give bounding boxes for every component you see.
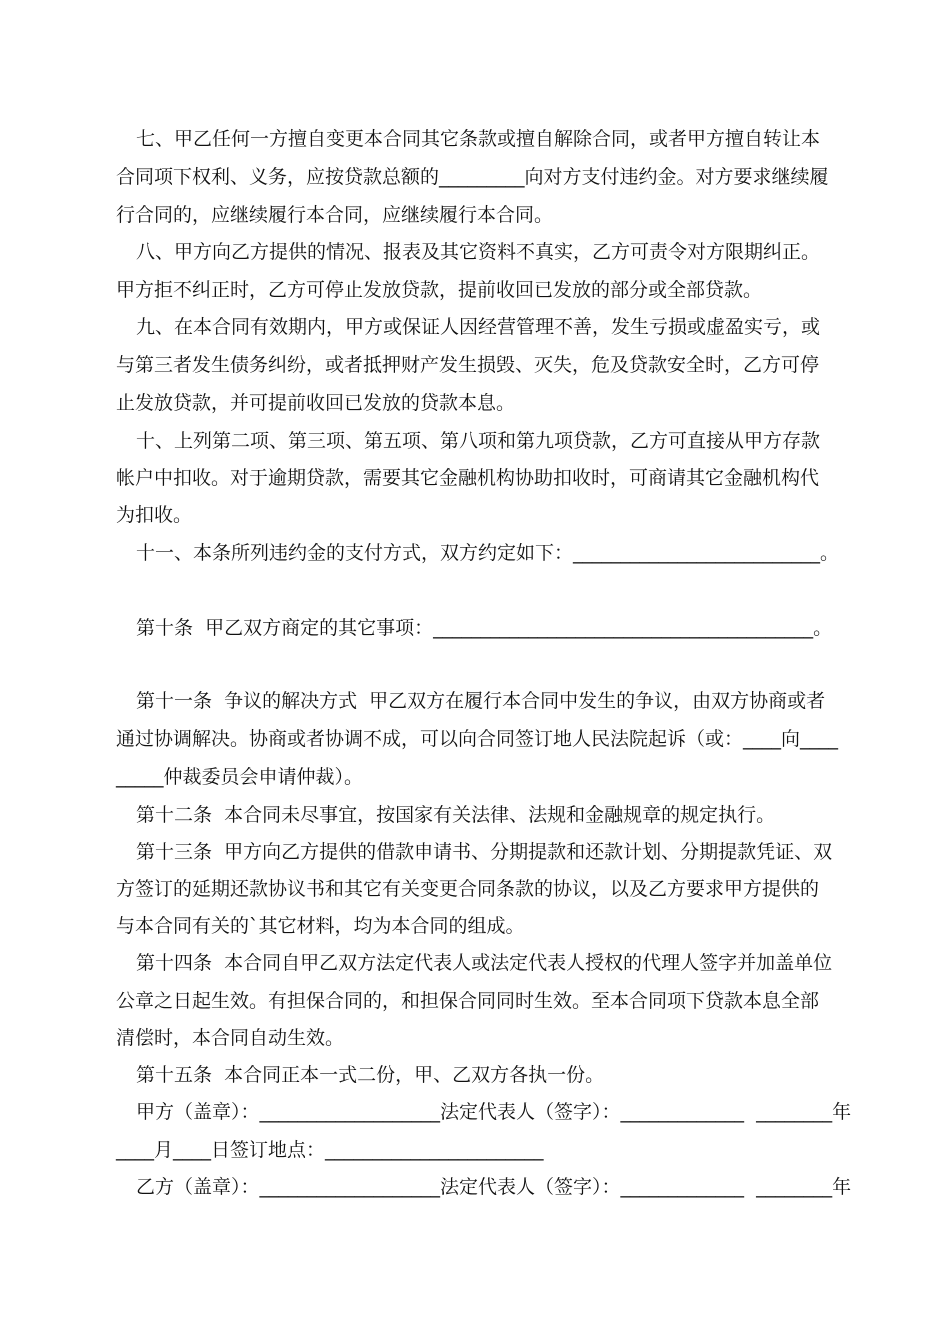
article-14-line-3: 清偿时，本合同自动生效。	[116, 1027, 345, 1049]
party-a-date-place-line: ____月____日签订地点：_______________________	[116, 1139, 544, 1161]
article-10-line: 第十条 甲乙双方商定的其它事项：________________________________________。	[136, 617, 833, 639]
article-11-line-3: _____仲裁委员会申请仲裁）。	[116, 766, 364, 788]
article-12-line: 第十二条 本合同未尽事宜，按国家有关法律、法规和金融规章的规定执行。	[136, 804, 776, 826]
article-13-line-3: 与本合同有关的`其它材料，均为本合同的组成。	[116, 915, 525, 937]
clause-8-line-2: 甲方拒不纠正时，乙方可停止发放贷款，提前收回已发放的部分或全部贷款。	[116, 279, 763, 301]
clause-11-line: 十一、本条所列违约金的支付方式，双方约定如下：__________________________。	[136, 542, 840, 564]
article-15-line: 第十五条 本合同正本一式二份，甲、乙双方各执一份。	[136, 1064, 605, 1086]
clause-7-line-1: 七、甲乙任何一方擅自变更本合同其它条款或擅自解除合同，或者甲方擅自转让本	[136, 128, 821, 150]
clause-10-line-1: 十、上列第二项、第三项、第五项、第八项和第九项贷款，乙方可直接从甲方存款	[136, 430, 821, 452]
clause-7-line-2: 合同项下权利、义务，应按贷款总额的_________向对方支付违约金。对方要求继续履	[116, 166, 829, 188]
article-14-line-1: 第十四条 本合同自甲乙双方法定代表人或法定代表人授权的代理人签字并加盖单位	[136, 952, 833, 974]
clause-7-line-3: 行合同的，应继续履行本合同，应继续履行本合同。	[116, 204, 554, 226]
clause-9-line-2: 与第三者发生债务纠纷，或者抵押财产发生损毁、灭失，危及贷款安全时，乙方可停	[116, 354, 820, 376]
article-11-line-1: 第十一条 争议的解决方式 甲乙双方在履行本合同中发生的争议，由双方协商或者	[136, 690, 826, 712]
clause-9-line-3: 止发放贷款，并可提前收回已发放的贷款本息。	[116, 392, 516, 414]
clause-10-line-3: 为扣收。	[116, 504, 193, 526]
clause-10-line-2: 帐户中扣收。对于逾期贷款，需要其它金融机构协助扣收时，可商请其它金融机构代	[116, 467, 820, 489]
article-11-line-2: 通过协调解决。协商或者协调不成，可以向合同签订地人民法院起诉（或：____向____	[116, 728, 839, 750]
article-13-line-1: 第十三条 甲方向乙方提供的借款申请书、分期提款和还款计划、分期提款凭证、双	[136, 841, 833, 863]
clause-8-line-1: 八、甲方向乙方提供的情况、报表及其它资料不真实，乙方可责令对方限期纠正。	[136, 241, 821, 263]
clause-9-line-1: 九、在本合同有效期内，甲方或保证人因经营管理不善，发生亏损或虚盈实亏，或	[136, 316, 821, 338]
party-a-signature-line: 甲方（盖章）：___________________法定代表人（签字）：_____________ ________年	[136, 1101, 852, 1123]
article-13-line-2: 方签订的延期还款协议书和其它有关变更合同条款的协议，以及乙方要求甲方提供的	[116, 878, 820, 900]
article-14-line-2: 公章之日起生效。有担保合同的，和担保合同同时生效。至本合同项下贷款本息全部	[116, 990, 820, 1012]
party-b-signature-line: 乙方（盖章）：___________________法定代表人（签字）：_____________ ________年	[136, 1176, 852, 1198]
